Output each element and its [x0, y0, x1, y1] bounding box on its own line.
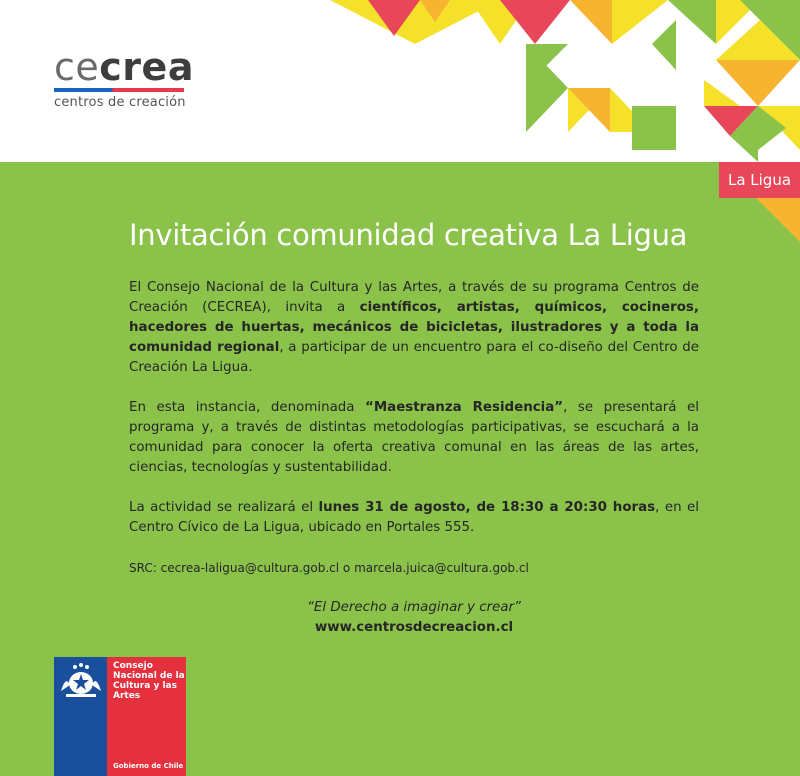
logo-subtitle: centros de creación	[54, 95, 186, 110]
p2-text-c: , se presentará el programa y, a través de distintas metodologías participativas, se escuchará a la comunidad para conocer la oferta creativa comunal en las áreas de las artes, ciencias, tecnologías y sustentabilidad.	[129, 400, 699, 475]
contact-emails: SRC: cecrea-laligua@cultura.gob.cl o marcela.juica@cultura.gob.cl	[129, 561, 529, 575]
gov-name: Consejo Nacional de la Cultura y las Artes	[113, 661, 185, 701]
website-link[interactable]: www.centrosdecreacion.cl	[314, 620, 514, 635]
p2-text-bold: “Maestranza Residencia”	[365, 400, 564, 415]
government-logo	[54, 657, 186, 776]
p3-text-a: La actividad se realizará el	[129, 500, 319, 515]
gov-footer: Gobierno de Chile	[113, 762, 184, 770]
p1-text-c: , a participar de un encuentro para el co-diseño del Centro de Creación La Ligua.	[129, 340, 699, 375]
p3-text-bold: lunes 31 de agosto, de 18:30 a 20:30 horas	[318, 500, 656, 515]
badge-triangle-icon	[756, 198, 800, 242]
paragraph-schedule	[129, 498, 699, 538]
logo-word-bold: crea	[99, 45, 194, 89]
invitation-title: Invitación comunidad creativa La Ligua	[129, 218, 688, 252]
tangram-decoration-icon	[0, 0, 800, 162]
p2-text-a: En esta instancia, denominada	[129, 400, 366, 415]
p1-text-bold: científicos, artistas, químicos, cocineros, hacedores de huertas, mecánicos de bicicletas, ilustradores y a toda la comunidad regional	[129, 300, 699, 355]
logo-word-light: ce	[54, 45, 100, 89]
main-content	[129, 210, 699, 638]
p1-text-a: El Consejo Nacional de la Cultura y las Artes, a través de su programa Centros de Creación (CECREA), invita a	[129, 280, 699, 315]
p3-text-c: , en el Centro Cívico de La Ligua, ubicado en Portales 555.	[129, 500, 699, 535]
chile-coat-of-arms-icon	[58, 661, 104, 701]
motto: “El Derecho a imaginar y crear”	[306, 600, 521, 615]
paragraph-instance	[129, 398, 699, 478]
header	[0, 0, 800, 162]
paragraph-intro	[129, 278, 699, 378]
location-badge: La Ligua	[719, 162, 800, 198]
